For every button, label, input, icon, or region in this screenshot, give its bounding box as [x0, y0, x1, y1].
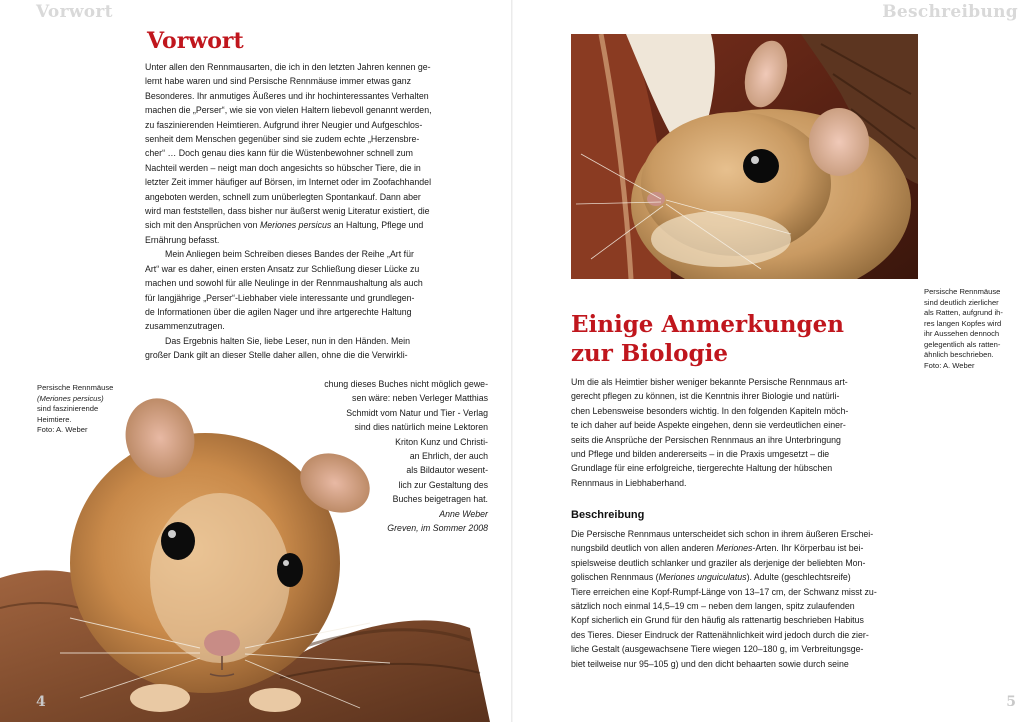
signature-place: Greven, im Sommer 2008	[387, 523, 488, 534]
biology-intro	[571, 375, 908, 490]
text-line: machen und sowohl für alle Neulinge in der Rennmaushaltung als auch	[145, 278, 423, 289]
text-line: Schmidt vom Natur und Tier - Verlag	[346, 407, 488, 418]
caption-credit: Foto: A. Weber	[924, 360, 975, 370]
text-line: Das Ergebnis halten Sie, liebe Leser, nun in den Händen. Mein	[165, 335, 411, 346]
caption-line: Persische Rennmäuse	[924, 287, 1001, 296]
text-line: te ich daher auf beide Aspekte eingehen, denn sie verdeutlichen einer-	[571, 420, 846, 431]
heading-line: Einige Anmerkungen	[571, 311, 844, 338]
text-line: für langjährige „Perser“-Liebhaber viele interessante und grundlegen-	[145, 292, 415, 303]
signature-name: Anne Weber	[439, 508, 488, 519]
text-line: Ernährung befasst.	[145, 234, 220, 245]
heading-line: zur Biologie	[571, 340, 728, 367]
text-line: zu faszinierenden Heimtieren. Aufgrund ihrer Neugier und Aufgeschlos-	[145, 119, 423, 130]
beschreibung-subheading: Beschreibung	[571, 509, 645, 521]
text-line: Nachteil werden – neigt man doch angesichts so hübscher Tiere, die in	[145, 162, 421, 173]
caption-line: Persische Rennmäuse	[37, 383, 114, 392]
text-line: lich zur Gestaltung des	[398, 479, 488, 490]
text-line: Grundlage für eine erfolgreiche, tiergerechte Haltung der hübschen	[571, 463, 833, 474]
text-line: sind dies natürlich meine Lektoren	[354, 422, 488, 433]
photo-caption-right	[924, 287, 1016, 371]
text-line: sen wäre: neben Verleger Matthias	[352, 393, 488, 404]
text-line: Buches beigetragen hat.	[392, 494, 488, 505]
text-line: und Pflege und bilden andererseits – in die Praxis umgesetzt – die	[571, 449, 830, 460]
text-line: Rennmaus in Liebhaberhand.	[571, 477, 687, 488]
gerbil-photo-right	[571, 34, 918, 279]
caption-line: ihr Aussehen dennoch	[924, 329, 1000, 338]
vorwort-title: Vorwort	[147, 28, 244, 54]
text-line: machen die „Perser“, wie sie von vielen Haltern liebevoll genannt werden,	[145, 105, 432, 116]
text-line: zusammenzutragen.	[145, 321, 225, 332]
text-line: Besonderes. Ihr anmutiges Äußeres und ihr hochinteressantes Verhalten	[145, 90, 429, 101]
text-line: Unter allen den Rennmausarten, die ich in den letzten Jahren kennen ge-	[145, 62, 431, 72]
caption-credit: Foto: A. Weber	[37, 425, 88, 434]
caption-line: sind faszinierende	[37, 404, 99, 413]
text-line: senheit dem Menschen gegenüber sind sie zudem echte „Herzensbre-	[145, 134, 420, 145]
text-line: an Ehrlich, der auch	[409, 451, 488, 462]
text-line: -Arten. Ihr Körperbau ist bei-	[752, 543, 864, 554]
vorwort-paragraph-3-start	[145, 334, 488, 363]
beschreibung-body	[571, 527, 908, 671]
text-line: liche Gestalt (ausgewachsene Tiere wiegen 120–180 g, im Verbreitungsge-	[571, 644, 864, 655]
caption-line: als Ratten, aufgrund ih-	[924, 308, 1003, 317]
text-line: spielsweise deutlich schlanker und graziler als derjenige der beliebten Mon-	[571, 557, 866, 568]
text-line: chung dieses Buches nicht möglich gewe-	[324, 379, 488, 389]
text-line: Mein Anliegen beim Schreiben dieses Bandes der Reihe „Art für	[165, 249, 414, 260]
page-number-left: 4	[36, 694, 46, 710]
caption-line: ähnlich beschrieben.	[924, 350, 994, 359]
vorwort-body	[145, 60, 488, 363]
caption-line: gelegentlich als ratten-	[924, 339, 1001, 349]
text-line: ). Adulte (geschlechtsreife)	[746, 572, 851, 583]
text-line: biet teilweise nur 95–105 g) und den dicht behaarten sowie durch seine	[571, 658, 849, 669]
caption-line: Heimtiere.	[37, 414, 72, 424]
biology-heading	[571, 310, 844, 368]
text-line: lernt habe waren und sind Persische Rennmäuse immer etwas ganz	[145, 76, 411, 87]
text-line: großer Dank gilt an dieser Stelle daher allen, ohne die die Verwirkli-	[145, 350, 408, 361]
text-line: des Tieres. Dieser Eindruck der Rattenähnlichkeit wird jedoch durch die zier-	[571, 629, 869, 640]
text-line: als Bildautor wesent-	[406, 465, 488, 476]
photo-caption-left	[37, 383, 132, 436]
species-name: Meriones persicus	[259, 220, 332, 231]
text-line: Um die als Heimtier bisher weniger bekannte Persische Rennmaus art-	[571, 377, 848, 387]
text-line: seits die Ansprüche der Persischen Rennmaus an ihre Unterbringung	[571, 434, 841, 445]
page-number-right: 5	[1006, 694, 1016, 710]
text-line: chen Lebensweise besonders wichtig. In den folgenden Kapiteln möch-	[571, 405, 849, 416]
text-line: letzter Zeit immer häufiger auf Börsen, im Internet oder im Zoofachhandel	[145, 177, 432, 188]
text-line: cher“ … Doch genau dies kann für die Wüstenbewohner schnell zum	[145, 148, 413, 159]
text-line: de Informationen über die agilen Nager und ihre artgerechte Haltung	[145, 306, 412, 317]
text-line: an Haltung, Pflege und	[333, 220, 424, 231]
text-line: wird man feststellen, dass bisher nur äußerst wenig Literatur existiert, die	[145, 206, 430, 217]
running-head-right: Beschreibung	[882, 2, 1018, 22]
vorwort-paragraph-1	[145, 60, 488, 247]
vorwort-paragraph-2	[145, 247, 488, 333]
text-line: nungsbild deutlich von allen anderen	[571, 543, 714, 554]
genus-name: Meriones	[716, 543, 753, 554]
caption-line: sind deutlich zierlicher	[924, 297, 999, 307]
text-line: sätzlich noch einmal 14,5–19 cm – neben dem langen, spitz zulaufenden	[571, 601, 855, 612]
text-line: gerecht pflegen zu können, ist die Kenntnis ihrer Biologie und natürli-	[571, 391, 840, 402]
text-line: golischen Rennmaus (	[571, 572, 659, 583]
text-line: angeboten werden, schnell zum unüberlegten Spontankauf. Dann aber	[145, 191, 421, 202]
species-name: Meriones unguiculatus	[658, 572, 747, 583]
text-line: Art“ war es daher, einen ersten Ansatz zur Schließung dieser Lücke zu	[145, 263, 420, 274]
caption-species: (Meriones persicus)	[37, 393, 104, 403]
caption-line: res langen Kopfes wird	[924, 318, 1002, 328]
text-line: sich mit den Ansprüchen von	[145, 220, 258, 231]
text-line: Kopf sicherlich ein Grund für den häufig als rattenartig beschrieben Habitus	[571, 615, 864, 626]
text-line: Tiere erreichen eine Kopf-Rumpf-Länge von 13–17 cm, der Schwanz misst zu-	[571, 586, 877, 597]
text-line: Kriton Kunz und Christi-	[395, 436, 488, 447]
running-head-left: Vorwort	[36, 2, 113, 22]
text-line: Die Persische Rennmaus unterscheidet sich schon in ihrem äußeren Erschei-	[571, 529, 874, 539]
